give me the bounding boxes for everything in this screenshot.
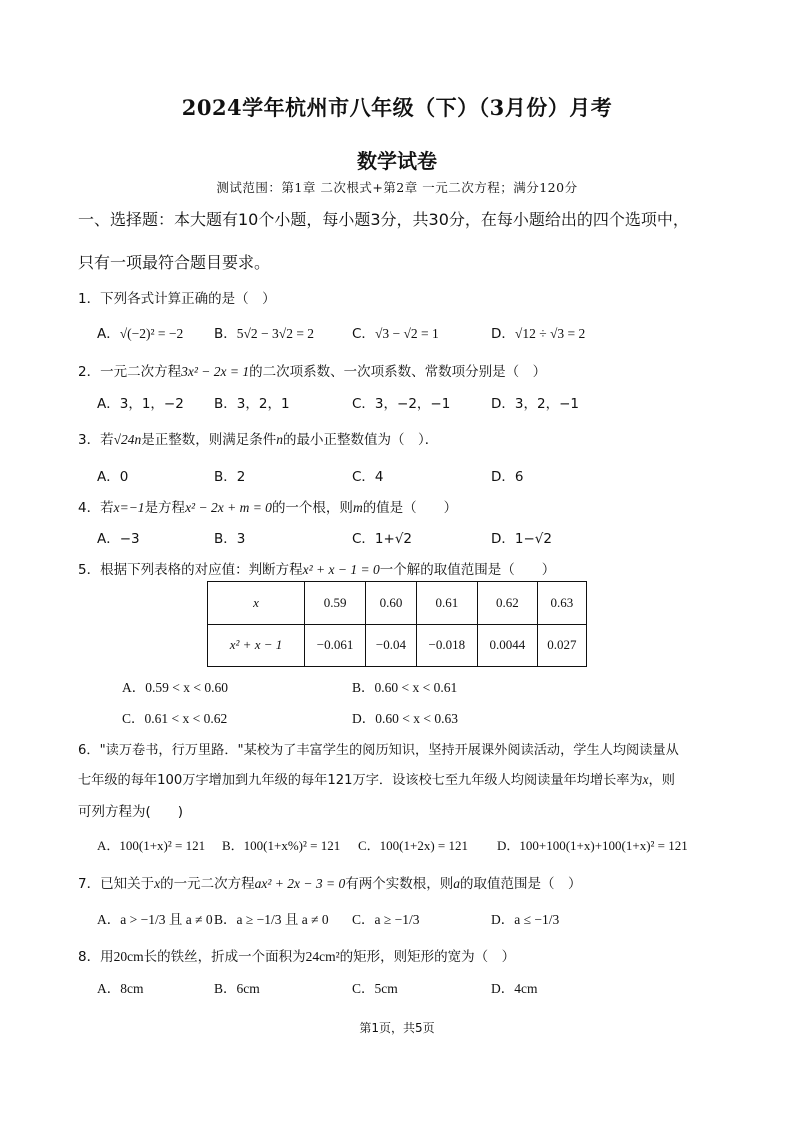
stem-text: 3．若 — [78, 432, 114, 448]
stem-text: 的一个根，则 — [271, 500, 353, 516]
stem-math: x² + x − 1 = 0 — [302, 562, 380, 577]
question-6-option-c: C．100(1+2x) = 121 — [358, 838, 468, 853]
question-1-option-d — [491, 322, 585, 342]
question-2-option-c: C．3，−2，−1 — [352, 396, 451, 412]
stem-text: 4．若 — [78, 500, 114, 516]
question-7-option-c: C．a ≥ −1/3 — [352, 912, 420, 927]
option-math: √3 − √2 = 1 — [374, 326, 439, 341]
question-4-stem — [78, 496, 457, 516]
option-math: 5√2 − 3√2 = 2 — [236, 326, 315, 341]
stem-text: 长的铁丝，折成一个面积为 — [143, 949, 306, 965]
option-label: A． — [97, 326, 120, 342]
option-math: √12 ÷ √3 = 2 — [514, 326, 586, 341]
stem-text: 有两个实数根，则 — [345, 876, 454, 892]
stem-text: 七年级的每年100万字增加到九年级的每年121万字．设该校七至九年级人均阅读量年均增长率为 — [78, 773, 643, 788]
stem-text: 的值是（ ） — [362, 500, 458, 516]
question-3-stem — [78, 428, 438, 448]
question-6-option-a: A．100(1+x)² = 121 — [97, 838, 206, 853]
stem-var: a — [453, 876, 460, 891]
stem-text: 的最小正整数值为（ ）． — [283, 432, 439, 448]
question-2-stem — [78, 360, 546, 380]
stem-text: 是正整数，则满足条件 — [141, 432, 277, 448]
question-6-line2 — [78, 769, 675, 788]
stem-math: x² − 2x + m = 0 — [185, 500, 272, 515]
exam-scope: 测试范围：第1章 二次根式+第2章 一元二次方程；满分120分 — [216, 180, 578, 195]
question-1-option-b — [214, 322, 314, 342]
stem-text: 的一元二次方程 — [160, 876, 255, 892]
question-5-stem — [78, 558, 555, 578]
question-5-option-b: B．0.60 < x < 0.61 — [352, 680, 458, 695]
table-cell: 0.59 — [305, 582, 366, 625]
stem-var: n — [276, 432, 284, 447]
option-label: D． — [491, 326, 515, 342]
stem-text: 7．已知关于 — [78, 876, 155, 892]
page-number: 第1页，共5页 — [359, 1021, 435, 1035]
section-heading-line2: 只有一项最符合题目要求。 — [78, 253, 271, 272]
stem-text: 的取值范围是（ ） — [459, 876, 582, 892]
stem-text: 是方程 — [144, 500, 186, 516]
stem-text: 5．根据下列表格的对应值：判断方程 — [78, 562, 303, 578]
question-6-line1: 6．"读万卷书，行万里路．"某校为了丰富学生的阅历知识，坚持开展课外阅读活动，学生人均阅读量从 — [78, 743, 679, 758]
table-header-cell: x — [208, 582, 305, 625]
stem-math: ax² + 2x − 3 = 0 — [254, 876, 346, 891]
question-6-line3: 可列方程为( ) — [78, 804, 184, 820]
table-row — [208, 624, 587, 667]
section-heading-line1: 一、选择题：本大题有10个小题，每小题3分，共30分，在每小题给出的四个选项中， — [78, 210, 689, 229]
question-5-option-a: A．0.59 < x < 0.60 — [122, 680, 228, 695]
table-cell: −0.018 — [416, 624, 477, 667]
table-cell: 0.0044 — [477, 624, 537, 667]
question-7-option-b: B．a ≥ −1/3 且 a ≠ 0 — [214, 912, 329, 927]
question-2-option-a: A．3，1，−2 — [97, 396, 184, 412]
question-1-stem: 1．下列各式计算正确的是（ ） — [78, 291, 276, 307]
question-7-option-a: A．a > −1/3 且 a ≠ 0 — [97, 912, 213, 927]
exam-subtitle: 数学试卷 — [357, 149, 437, 173]
question-6-option-d: D．100+100(1+x)+100(1+x)² = 121 — [497, 838, 688, 853]
question-8-option-a: A．8cm — [97, 981, 144, 996]
question-6-option-b: B．100(1+x%)² = 121 — [222, 838, 341, 853]
table-cell: 0.61 — [416, 582, 477, 625]
question-5-option-c: C．0.61 < x < 0.62 — [122, 711, 228, 726]
stem-var: x — [154, 876, 161, 891]
table-cell: −0.04 — [366, 624, 417, 667]
question-8-option-b: B．6cm — [214, 981, 260, 996]
question-3-option-d: D．6 — [491, 469, 524, 485]
question-8-stem — [78, 945, 515, 965]
question-3-option-a: A．0 — [97, 469, 129, 485]
question-7-stem — [78, 872, 581, 892]
stem-var: m — [352, 500, 363, 515]
stem-math: 3x² − 2x = 1 — [181, 364, 250, 379]
question-1-option-a — [97, 322, 183, 342]
option-label: C． — [352, 326, 375, 342]
stem-text: 8．用 — [78, 949, 114, 965]
table-cell: 0.62 — [477, 582, 537, 625]
question-4-option-a: A．−3 — [97, 531, 140, 547]
question-3-option-b: B．2 — [214, 469, 246, 485]
option-math: √(−2)² = −2 — [119, 326, 184, 341]
question-4-option-b: B．3 — [214, 531, 246, 547]
option-label: B． — [214, 326, 237, 342]
stem-math: x=−1 — [113, 500, 145, 515]
question-8-option-d: D．4cm — [491, 981, 538, 996]
question-5-option-d: D．0.60 < x < 0.63 — [352, 711, 458, 726]
stem-math: 24cm² — [305, 949, 340, 964]
table-cell: −0.061 — [305, 624, 366, 667]
stem-text: 的二次项系数、一次项系数、常数项分别是（ ） — [249, 364, 547, 380]
question-4-option-d: D．1−√2 — [491, 531, 552, 547]
table-row — [208, 582, 587, 625]
question-3-option-c: C．4 — [352, 469, 384, 485]
question-2-option-d: D．3，2，−1 — [491, 396, 579, 412]
value-table — [207, 581, 587, 667]
table-header-cell: x² + x − 1 — [208, 624, 305, 667]
stem-text: 2．一元二次方程 — [78, 364, 182, 380]
question-7-option-d: D．a ≤ −1/3 — [491, 912, 560, 927]
table-cell: 0.027 — [537, 624, 586, 667]
question-1-option-c — [352, 322, 439, 342]
stem-text: 一个解的取值范围是（ ） — [379, 562, 556, 578]
stem-math: 20cm — [113, 949, 144, 964]
stem-text: 的矩形，则矩形的宽为（ ） — [339, 949, 516, 965]
stem-var: x — [642, 772, 649, 787]
stem-text: ，则 — [648, 773, 675, 788]
question-8-option-c: C．5cm — [352, 981, 398, 996]
table-cell: 0.60 — [366, 582, 417, 625]
question-4-option-c: C．1+√2 — [352, 531, 413, 547]
stem-math: √24n — [113, 432, 142, 447]
question-2-option-b: B．3，2，1 — [214, 396, 290, 412]
exam-title: 2024学年杭州市八年级（下）（3月份）月考 — [181, 95, 613, 120]
table-cell: 0.63 — [537, 582, 586, 625]
